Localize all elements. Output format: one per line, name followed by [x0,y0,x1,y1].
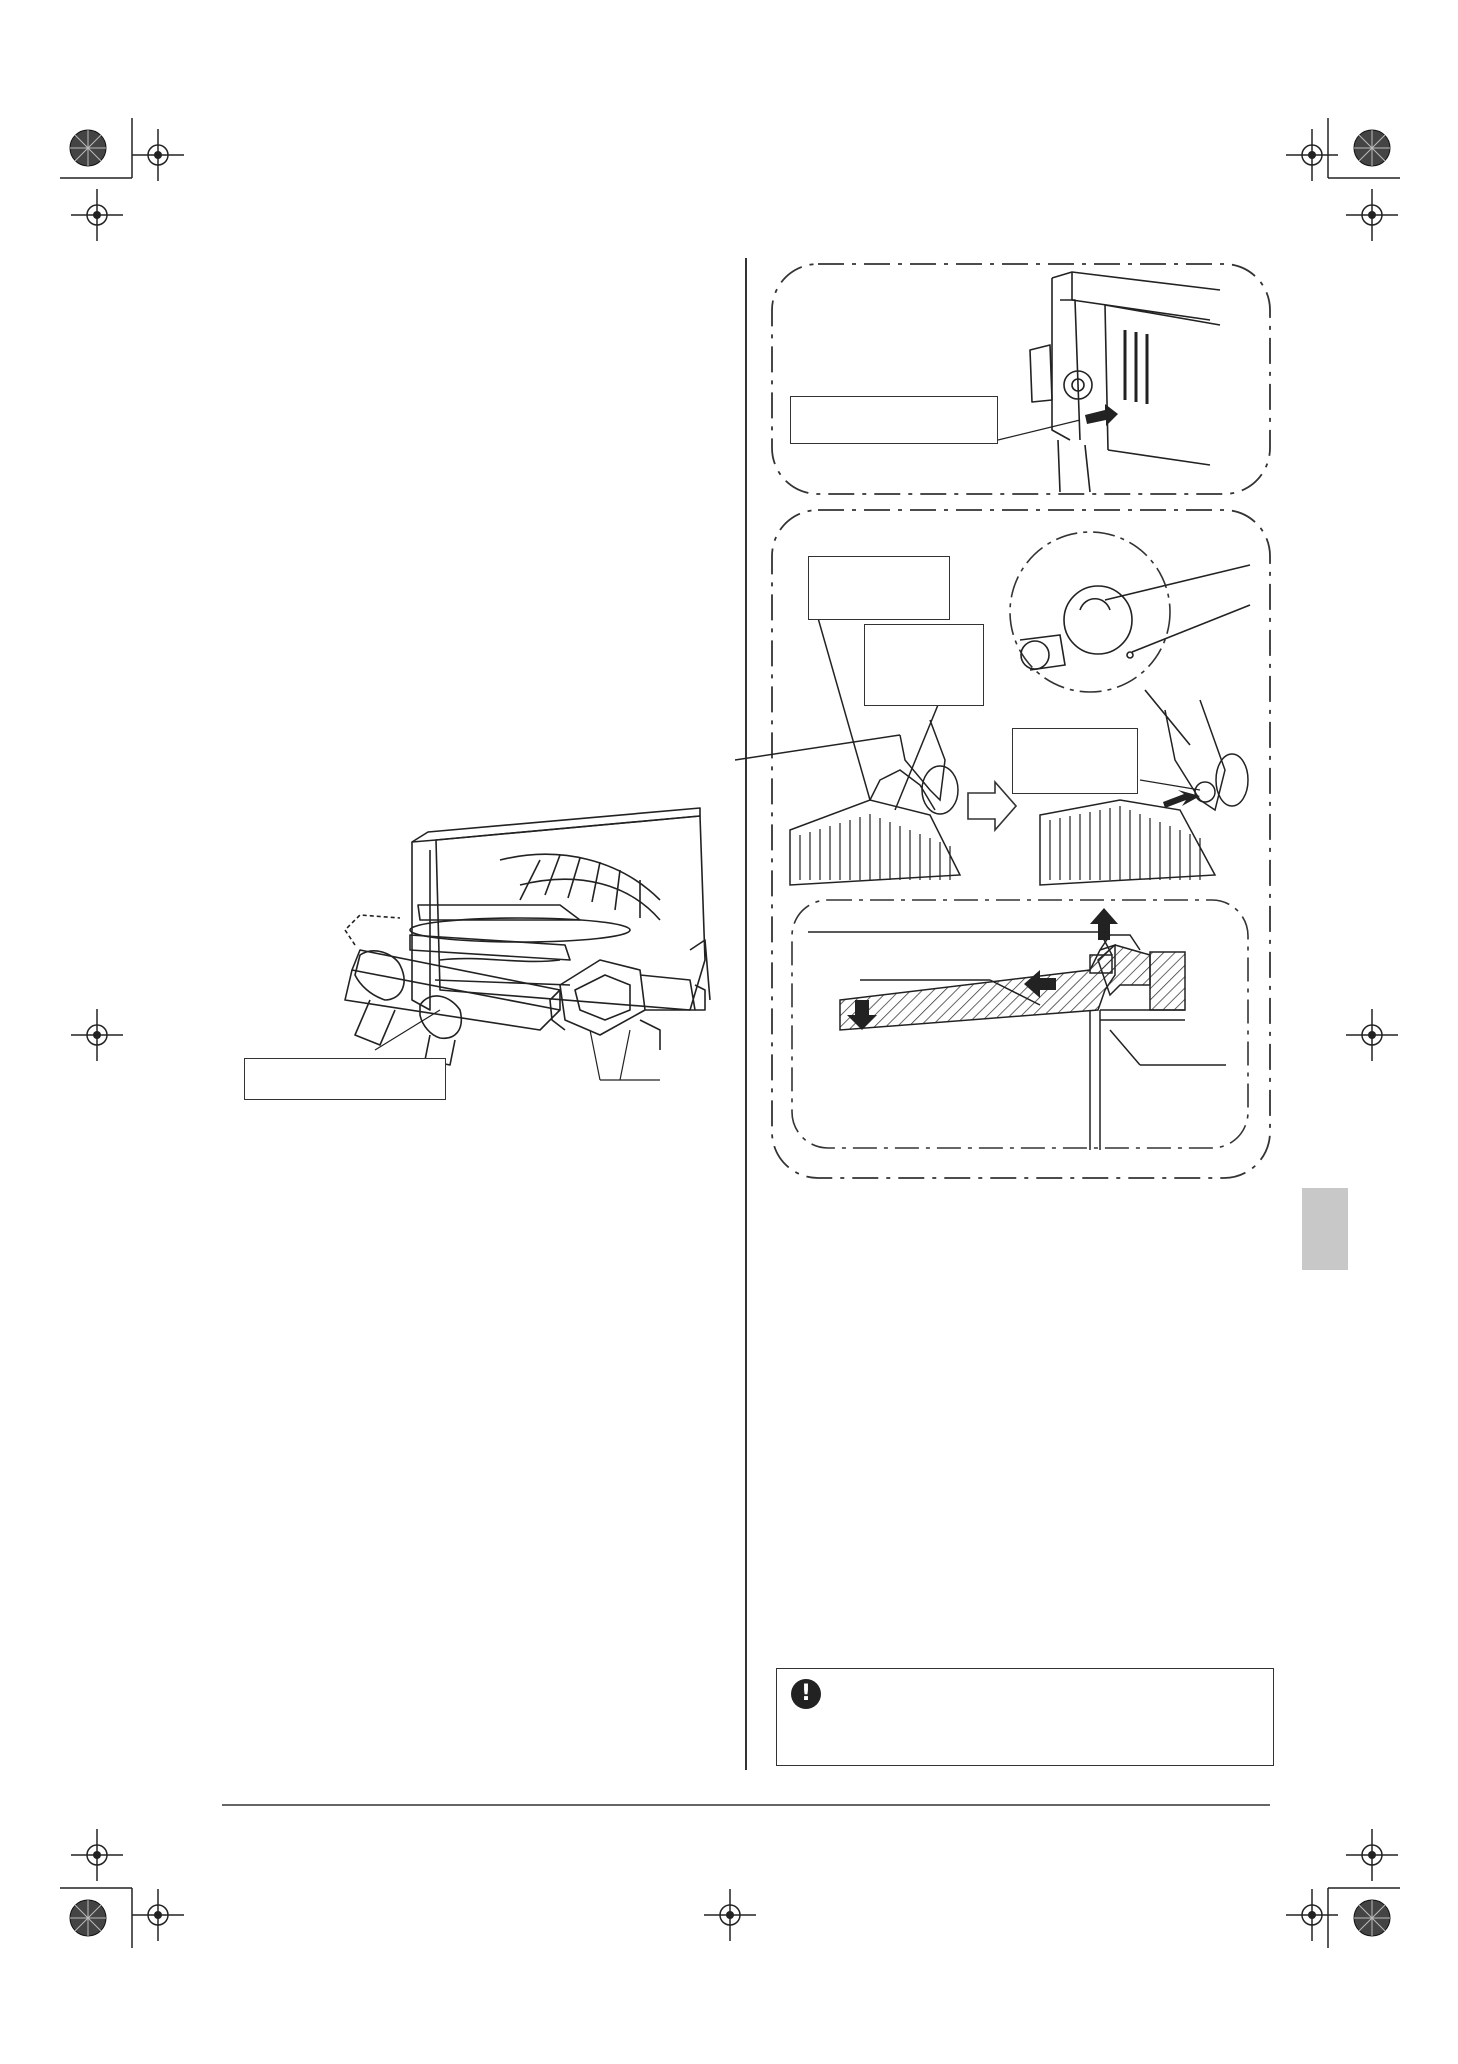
caution-box [776,1668,1274,1766]
exclamation-icon: ! [791,1679,821,1709]
